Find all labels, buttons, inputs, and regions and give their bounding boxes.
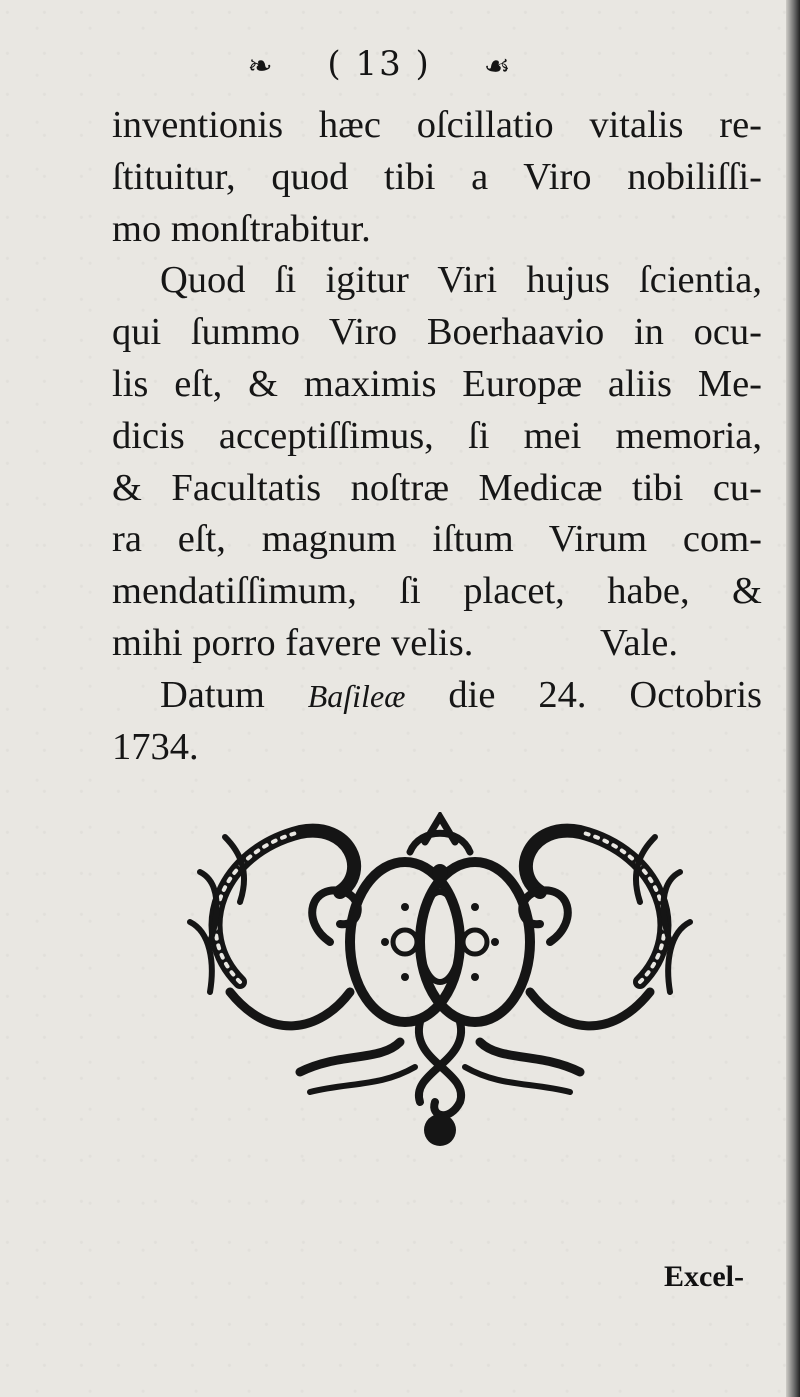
page-number: ( 13 ): [327, 44, 431, 84]
left-ornament-icon: ❧: [247, 48, 275, 84]
text-line: ra eſt, magnum iſtum Virum com-: [112, 518, 762, 561]
page-edge-shadow: [786, 0, 800, 1397]
text-line: ſtituitur, quod tibi a Viro nobiliſſi-: [112, 155, 762, 198]
catchword: Excel-: [664, 1260, 744, 1293]
text-line: qui ſummo Viro Boerhaavio in ocu-: [112, 311, 762, 354]
page-text: [112, 100, 762, 773]
text-line: dicis acceptiſſimus, ſi mei memoria,: [112, 414, 762, 457]
date-word: Datum: [160, 673, 265, 716]
floral-ornament-icon: [180, 812, 700, 1152]
text-line: & Facultatis noſtræ Medicæ tibi cu-: [112, 466, 762, 509]
date-place: Baſileæ: [307, 677, 406, 714]
text-line: Quod ſi igitur Viri hujus ſcientia,: [160, 259, 762, 302]
year-line: 1734.: [112, 725, 199, 768]
vale-word: Vale.: [599, 621, 678, 664]
page-header: [0, 44, 760, 84]
date-rest: die 24. Octobris: [448, 673, 762, 716]
text-line: inventionis hæc oſcillatio vitalis re-: [112, 104, 762, 146]
text-line: mendatiſſimum, ſi placet, habe, &: [112, 570, 762, 613]
text-line: lis eſt, & maximis Europæ aliis Me-: [112, 362, 762, 405]
right-ornament-icon: ☙: [483, 48, 513, 84]
closing-line: [112, 618, 762, 670]
closing-text: mihi porro favere velis.: [112, 621, 474, 664]
text-line: mo monſtrabitur.: [112, 207, 371, 250]
date-line: [112, 670, 762, 722]
